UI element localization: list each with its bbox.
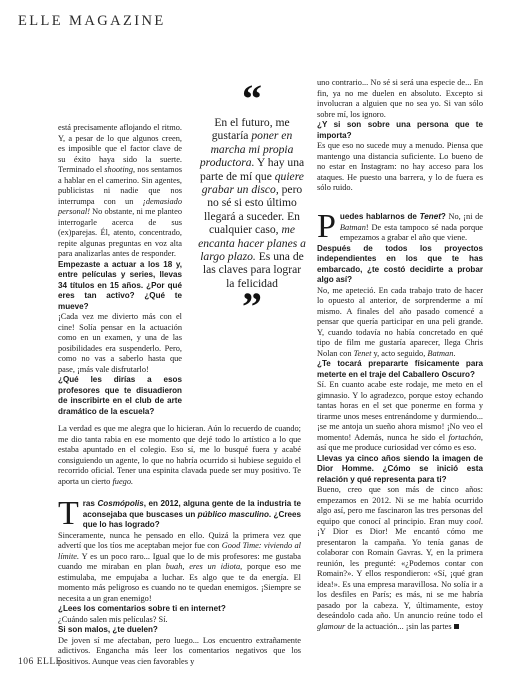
- interview-question: Si son malos, ¿te duelen?: [58, 625, 158, 634]
- drop-cap: P: [317, 208, 336, 245]
- interview-question: Llevas ya cinco años siendo la imagen de Dior Homme. ¿Cómo se inició esta relación y qué representa para ti?: [317, 453, 483, 484]
- page-number: 106: [18, 657, 34, 667]
- article-column-right-top: [317, 78, 483, 204]
- interview-question: Tras Cosmópolis, en 2012, alguna gente de la industria te aconsejaba que buscases un público masculino. ¿Crees que lo has logrado?: [58, 495, 301, 532]
- paragraph: Sinceramente, nunca he pensado en ello. Quizá la primera vez que advertí que los tíos me aceptaban mejor fue con Good Time: viviendo al límite. Y es un poco raro... Igual que lo de mis profesores: me gustaba cuando me miraban en plan buah, eres un idiota, porque eso me estimulaba, me empujaba a luchar. Es algo que te da energía. El momento más peligroso es cuando no te quedan enemigos. ¡Siempre se necesita a un gran enemigo!: [58, 530, 301, 603]
- paragraph: uno contrario... No sé si será una especie de... En fin, ya no me duelen en absoluto. Excepto si involucran a alguien que no sea yo. Si van sólo sobre mí, los ignoro.: [317, 78, 483, 119]
- interview-question: ¿Te tocará prepararte físicamente para meterte en el traje del Caballero Oscuro?: [317, 359, 483, 379]
- paragraph: No, me apeteció. En cada trabajo trato de hacer lo opuesto al anterior, de sorprenderme a mí mismo. A finales del año pasado comencé a pensar que quería participar en una peli grande. Y, cuando todavía no había concretado en qué tipo de film me gustaría aparecer, llega Chris Nolan con Tenet y, acto seguido, Batman.: [317, 285, 483, 358]
- interview-question: ¿Y si son sobre una persona que te importa?: [317, 120, 483, 140]
- paragraph: ¿Cuándo salen mis películas? Sí.: [58, 614, 168, 624]
- page-footer: [18, 657, 65, 667]
- article-column-right: [317, 208, 483, 668]
- paragraph: Es que eso no sucede muy a menudo. Piensa que mantengo una distancia suficiente. Lo bueno de no estar en Instagram: no hay acceso para los ataques. He puesto una barrera, y lo de fuera es sólo ruido.: [317, 141, 483, 192]
- paragraph: Bueno, creo que son más de cinco años: empezamos en 2012. Ni se me había ocurrido algo así, pero me fascinaron las tres personas del equipo que conocí al principio. Eran muy cool. ¡Y Dior es Dior! Me encantó cómo me presentaron la campaña. Yo tenía ganas de colaborar con Romain Gavras. Y, en la primera reunión, les pregunté: «¿Podemos contar con Romain?». Y ellos respondieron: «Sí, ¡qué gran idea!». Es una empresa maravillosa. No solía ir a los desfiles en París; es más, ni se me habría pasado por la cabeza. Y, últimamente, estoy deseándolo cada año. Un anuncio reúne todo el glamour de la actuación... ¡sin las partes: [317, 485, 483, 631]
- end-of-page-marker: [454, 624, 459, 629]
- paragraph: La verdad es que me alegra que lo hicieran. Aún lo recuerdo de cuando; me dio tanta rabia en ese momento que dejé todo lo artístico a lo que estaba apuntado en el colegio. Eso sí, me lo busqué fuera y acabé consiguiendo un agente, lo que no habría ocurrido si hubiese seguido el recorrido oficial. Tener una espinita clavada puede ser muy positivo. Te aporta un cierto fuego.: [58, 424, 301, 486]
- close-quote-mark: ”: [242, 284, 262, 330]
- article-column-left: [58, 123, 182, 416]
- drop-cap: T: [58, 495, 79, 532]
- paragraph: está precisamente aflojando el ritmo. Y, a pesar de lo que algunos creen, es imposible que el factor clave de su éxito haya sido la suerte. Terminado el shooting, nos sentamos a hablar en el camerino. Sin agentes, publicistas ni nadie que nos interrumpa con un ¡demasiado personal! No obstante, ni me planteo interrogarle acerca de sus (ex)parejas. Él, atento, concentrado, repite algunas preguntas en voz alta para analizarlas antes de responder.: [58, 123, 182, 258]
- interview-question: Empezaste a actuar a los 18 y, entre películas y series, llevas 34 títulos en 15 años. ¿Por qué eres tan activo? ¿Qué te mueve?: [58, 259, 182, 311]
- pull-quote-text: En el futuro, me gustaría poner en marcha mi propia productora. Y hay una parte de mí que quiere grabar un disco, pero no sé si esto último llegará a suceder. En cualquier caso, me encanta hacer planes a largo plazo. Es una de las claves para lograr la felicidad: [198, 116, 306, 290]
- pull-quote: [198, 76, 306, 374]
- paragraph: Sí. En cuanto acabe este rodaje, me meto en el gimnasio. Y lo agradezco, porque estoy echando tantas horas en el set que ponerme en forma y tirarme unos meses entrenándome y durmiendo... ¡se me antoja un sueño ahora mismo! ¡No veo el momento! Además, nunca he sido el fortachón, así que me produce curiosidad ver cómo es eso.: [317, 380, 483, 452]
- interview-question: Después de todos los proyectos independientes en los que te has embarcado, ¿te costó decidirte a probar algo así?: [317, 243, 483, 284]
- paragraph: De joven sí me afectaban, pero luego... Los encuentro extrañamente adictivos. Engancha más leer los comentarios negativos que los positivos. Aunque veas cien favorables y: [58, 635, 301, 666]
- interview-question: ¿Lees los comentarios sobre ti en internet?: [58, 604, 226, 613]
- open-quote-mark: “: [242, 76, 262, 121]
- interview-question: ¿Qué les dirías a esos profesores que te disuadieron de inscribirte en el club de arte dramático de la escuela?: [58, 375, 182, 416]
- paragraph: ¡Cada vez me divierto más con el cine! Solía pensar en la actuación como en un examen, y una de las posibilidades era suspenderlo. Pero, como no vas a saberlo hasta que pase, ¡más vale disfrutarlo!: [58, 312, 182, 374]
- article-column-bottom: [58, 424, 301, 664]
- interview-question: Puedes hablarnos de Tenet? No, ¡ni de Batman! De esta tampoco sé nada porque empezamos a grabar el año que viene.: [317, 208, 483, 245]
- footer-brand: ELLE: [36, 657, 62, 667]
- magazine-masthead: ELLE MAGAZINE: [18, 13, 166, 29]
